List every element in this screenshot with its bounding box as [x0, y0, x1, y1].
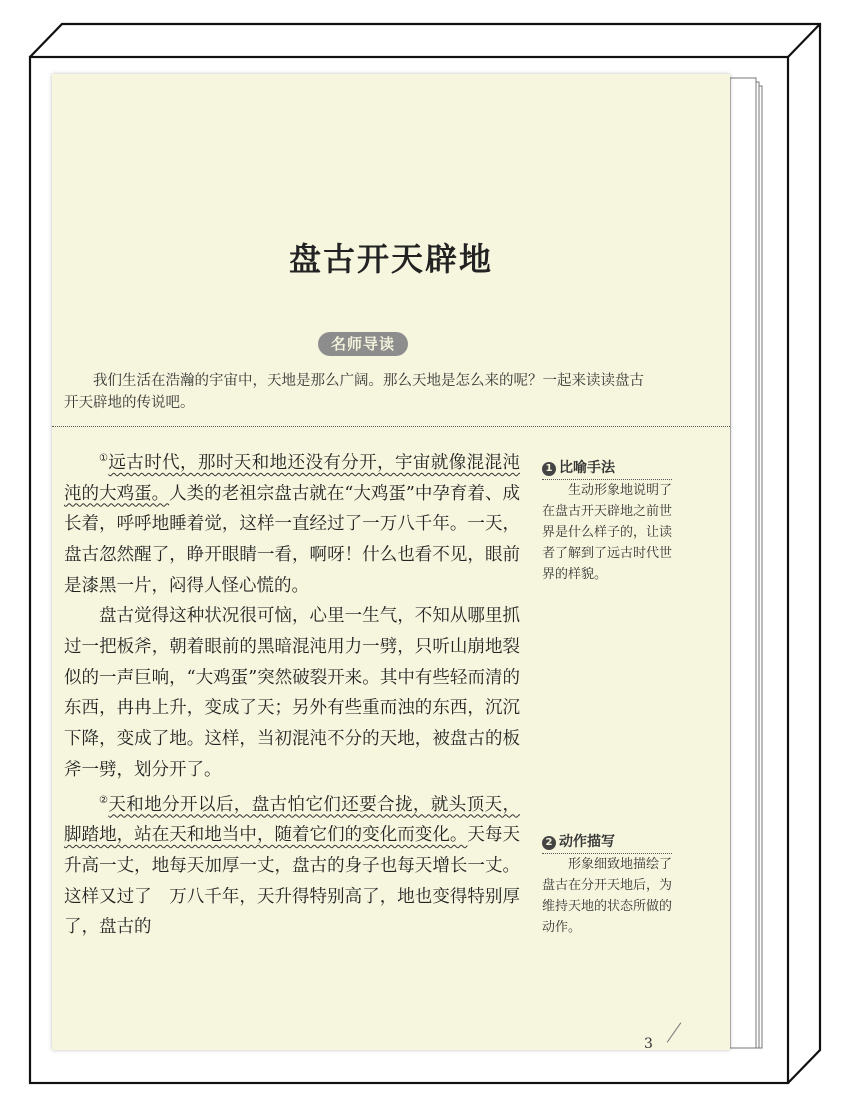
side-note-1-text: 生动形象地说明了在盘古开天辟地之前世界是什么样子的，让读者了解到了远古时代世界的样貌。: [542, 483, 673, 582]
side-note-2-title: 2 动作描写: [542, 832, 672, 854]
side-note-2: [542, 832, 672, 938]
highlighted-sentence-2: 天和地分开以后，盘古怕它们还要合拢，就头顶天，脚踏地，站在天和地当中，随着它们的变化而变化。: [64, 794, 521, 846]
paragraph-1: [64, 444, 520, 601]
annotation-marker-1: ①: [99, 453, 109, 464]
paragraph-1-rest: 人类的老祖宗盘古就在“大鸡蛋”中孕育着、成长着，呼呼地睡着觉，这样一直经过了一万八千年。一天，盘古忽然醒了，睁开眼睛一看，啊呀！什么也看不见，眼前是漆黑一片，闷得人怪心慌的。: [64, 483, 520, 596]
paragraph-3-rest: 天每天升高一丈，地每天加厚一丈，盘古的身子也每天增长一丈。这样又过了 万八千年，天升得特别高了，地也变得特别厚了，盘古的: [64, 825, 521, 938]
page-title: 盘古开天辟地: [288, 240, 493, 278]
intro-text: 我们生活在浩瀚的宇宙中，天地是那么广阔。那么天地是怎么来的呢？一起来读读盘古开天辟地的传说吧。: [64, 373, 644, 411]
note-number-icon: 1: [542, 462, 556, 476]
book-page: [52, 74, 730, 1050]
page-corner-mark: [667, 1022, 682, 1042]
paragraph-3: [64, 786, 520, 943]
paragraph-2: 盘古觉得这种状况很可恼，心里一生气，不知从哪里抓过一把板斧，朝着眼前的黑暗混沌用力一劈，只听山崩地裂似的一声巨响，“大鸡蛋”突然破裂开来。其中有些轻而清的东西，冉冉上升，变成了天；另外有些重而浊的东西，沉沉下降，变成了地。这样，当初混沌不分的天地，被盘古的板斧一劈，划分开了。: [64, 606, 520, 780]
page-number: 3: [644, 1036, 653, 1050]
main-text: [64, 444, 520, 943]
guide-badge: 名师导读: [318, 332, 408, 356]
side-note-1-title: 1 比喻手法: [542, 458, 672, 480]
side-note-2-text: 形象细致地描绘了盘古在分开天地后，为维持天地的状态所做的动作。: [542, 857, 673, 935]
section-divider: [52, 426, 730, 427]
note-number-icon: 2: [542, 836, 556, 850]
highlighted-sentence-1: 远古时代，那时天和地还没有分开，宇宙就像混混沌沌的大鸡蛋。: [64, 452, 521, 504]
side-note-1: [542, 458, 672, 585]
annotation-marker-2: ②: [99, 794, 109, 806]
